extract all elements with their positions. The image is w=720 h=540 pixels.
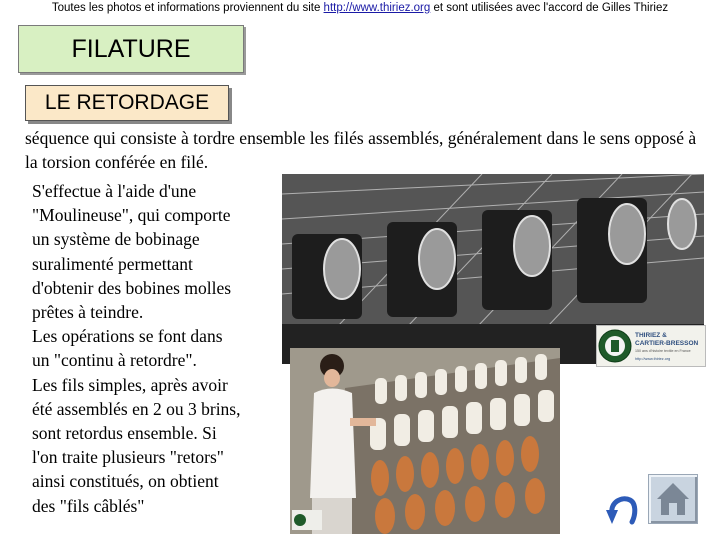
description-text [32, 179, 287, 518]
credit-suffix: et sont utilisées avec l'accord de Gilles Thiriez [430, 2, 669, 14]
filature-heading: FILATURE [18, 25, 244, 73]
body-line: d'obtenir des bobines molles [32, 277, 232, 298]
body-line: prêtes à teindre. [32, 302, 144, 323]
body-line: un "continu à retordre". [32, 350, 197, 371]
body-line: des "fils câblés" [32, 495, 145, 516]
logo-emblem [597, 326, 705, 366]
retordage-subheading: LE RETORDAGE [25, 85, 229, 121]
body-line: ainsi constitués, on obtient [32, 471, 219, 492]
logo-line3: 150 ans d'histoire textile en France [635, 349, 691, 353]
body-line: S'effectue à l'aide d'une [32, 181, 197, 201]
body-line: sont retordus ensemble. Si [32, 423, 217, 444]
thiriez-link[interactable]: http://www.thiriez.org [323, 2, 431, 14]
intro-paragraph: séquence qui consiste à tordre ensemble les filés assemblés, généralement dans le sens opposé à la torsion conférée en filé. [25, 128, 697, 172]
photo-credit [0, 2, 720, 14]
home-icon [649, 475, 697, 523]
thiriez-logo [596, 325, 706, 367]
body-line: Les opérations se font dans [32, 326, 223, 347]
body-line: été assemblés en 2 ou 3 brins, [32, 398, 241, 419]
home-button[interactable] [648, 474, 698, 524]
logo-url: http://www.thiriez.org [635, 357, 671, 361]
back-button[interactable] [604, 492, 640, 528]
continu-a-retordre-photo [290, 348, 560, 534]
body-line: un système de bobinage [32, 229, 200, 250]
body-line: Les fils simples, après avoir [32, 374, 228, 395]
credit-prefix: Toutes les photos et informations proviennent du site [51, 2, 324, 14]
body-line: suralimenté permettant [32, 253, 193, 274]
logo-line1: THIRIEZ & [635, 332, 667, 339]
back-arrow-icon [604, 492, 640, 528]
retordre-illustration [290, 348, 560, 534]
body-line: l'on traite plusieurs "retors" [32, 447, 224, 468]
logo-line2: CARTIER-BRESSON [635, 340, 699, 347]
body-line: "Moulineuse", qui comporte [32, 205, 231, 226]
